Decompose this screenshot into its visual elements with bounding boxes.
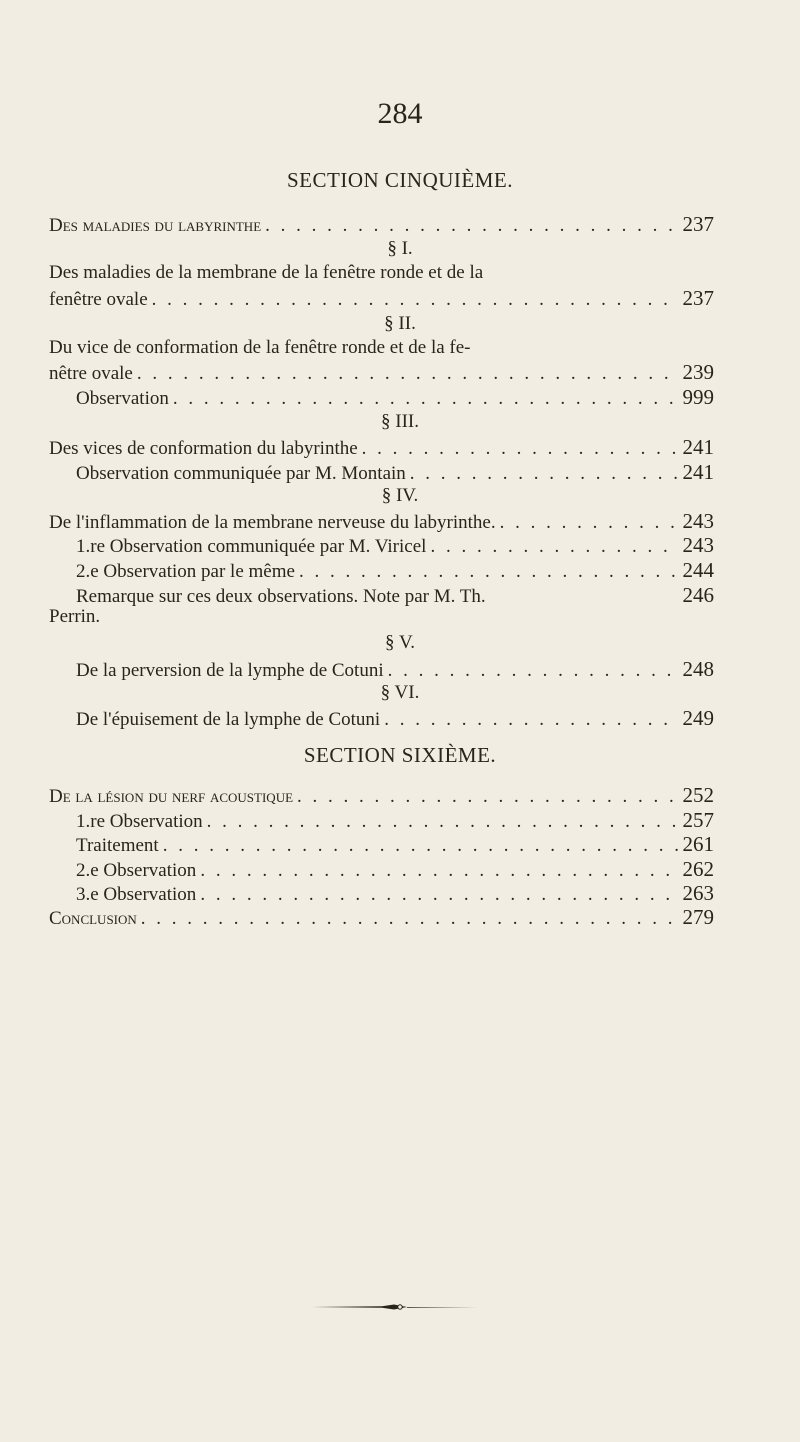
dot-leader — [410, 463, 679, 485]
toc-entry-label: 1.re Observation — [76, 811, 203, 832]
toc-entry-page: 239 — [682, 360, 714, 384]
toc-entry-page: 243 — [682, 509, 714, 533]
toc-entry-label: Du vice de conformation de la fenêtre ronde et de la fe- — [49, 337, 471, 358]
toc-entry — [76, 857, 714, 882]
dot-leader — [200, 860, 678, 882]
toc-entry-page: 248 — [682, 657, 714, 681]
toc-entry-page: 237 — [682, 212, 714, 236]
paragraph-heading: § VI. — [380, 682, 420, 703]
ornamental-divider — [312, 1304, 477, 1310]
paragraph-heading: § III. — [381, 411, 419, 432]
toc-entry-page: 241 — [682, 460, 714, 484]
toc-entry-page: 246 — [682, 583, 714, 607]
toc-entry-page: 279 — [682, 905, 714, 929]
toc-entry — [76, 881, 714, 906]
toc-entry-page: 237 — [682, 286, 714, 310]
dot-leader — [299, 561, 679, 583]
toc-entry — [76, 808, 714, 833]
toc-entry-page: 262 — [682, 857, 714, 881]
toc-entry-page: 257 — [682, 808, 714, 832]
dot-leader — [173, 388, 679, 410]
toc-entry-page: 252 — [682, 783, 714, 807]
toc-entry-label: Remarque sur ces deux observations. Note par M. Th. — [76, 586, 486, 607]
toc-entry-label: Des vices de conformation du labyrinthe — [49, 438, 358, 459]
dot-leader — [137, 363, 679, 385]
toc-entry-label: Observation communiquée par M. Montain — [76, 463, 406, 484]
toc-entry-label: Des maladies de la membrane de la fenêtre ronde et de la — [49, 262, 484, 283]
paragraph-heading: § IV. — [381, 485, 419, 506]
toc-entry-label: 3.e Observation — [76, 884, 197, 905]
toc-entry-page: 249 — [682, 706, 714, 730]
toc-entry-page: 241 — [682, 435, 714, 459]
dot-leader — [362, 438, 679, 460]
toc-entry-label: Observation — [76, 388, 169, 409]
section-6-title: SECTION SIXIÈME. — [303, 743, 497, 767]
toc-entry-label: nêtre ovale — [49, 363, 133, 384]
toc-entry-label: De l'inflammation de la membrane nerveuse du labyrinthe. — [49, 512, 496, 533]
dot-leader — [200, 884, 678, 906]
toc-entry — [49, 360, 714, 385]
toc-entry-page: 261 — [682, 832, 714, 856]
toc-entry-label: 2.e Observation par le même — [76, 561, 295, 582]
dot-leader — [265, 215, 678, 237]
dot-leader — [430, 536, 678, 558]
toc-entry — [49, 509, 714, 534]
toc-entry-label: Conclusion — [49, 908, 137, 929]
paragraph-heading: § I. — [387, 238, 413, 259]
paragraph-heading: § II. — [384, 313, 416, 334]
dot-leader — [297, 786, 678, 808]
dot-leader — [163, 835, 679, 857]
toc-entry-label: 1.re Observation communiquée par M. Viricel — [76, 536, 427, 557]
dot-leader — [152, 289, 679, 311]
toc-entry — [49, 286, 714, 311]
toc-entry — [76, 385, 714, 410]
section-5-title: SECTION CINQUIÈME. — [287, 168, 513, 192]
toc-entry-label: Des maladies du labyrinthe — [49, 215, 262, 236]
toc-entry-label: De la lésion du nerf acoustique — [49, 786, 294, 807]
dot-leader — [207, 811, 679, 833]
toc-entry — [76, 533, 714, 558]
toc-entry — [49, 435, 714, 460]
toc-entry-page: 244 — [682, 558, 714, 582]
toc-entry — [49, 905, 714, 930]
toc-entry — [76, 706, 714, 731]
paragraph-heading: § V. — [385, 632, 415, 653]
toc-entry-label: Perrin. — [49, 606, 101, 627]
dot-leader — [500, 512, 679, 534]
toc-entry-label: De l'épuisement de la lymphe de Cotuni — [76, 709, 381, 730]
toc-entry-page: 263 — [682, 881, 714, 905]
toc-entry-label: 2.e Observation — [76, 860, 197, 881]
toc-entry-page: 243 — [682, 533, 714, 557]
toc-entry-label: fenêtre ovale — [49, 289, 148, 310]
dot-leader — [388, 660, 679, 682]
toc-entry — [76, 558, 714, 583]
toc-entry — [76, 832, 714, 857]
page-number: 284 — [377, 97, 423, 130]
toc-entry — [76, 657, 714, 682]
toc-entry — [49, 212, 714, 237]
dot-leader — [141, 908, 679, 930]
toc-entry — [76, 583, 714, 608]
toc-entry-label: Traitement — [76, 835, 159, 856]
toc-entry-label: De la perversion de la lymphe de Cotuni — [76, 660, 384, 681]
toc-entry — [49, 783, 714, 808]
dot-leader — [384, 709, 678, 731]
toc-entry-page: 999 — [682, 385, 714, 409]
toc-entry — [76, 460, 714, 485]
